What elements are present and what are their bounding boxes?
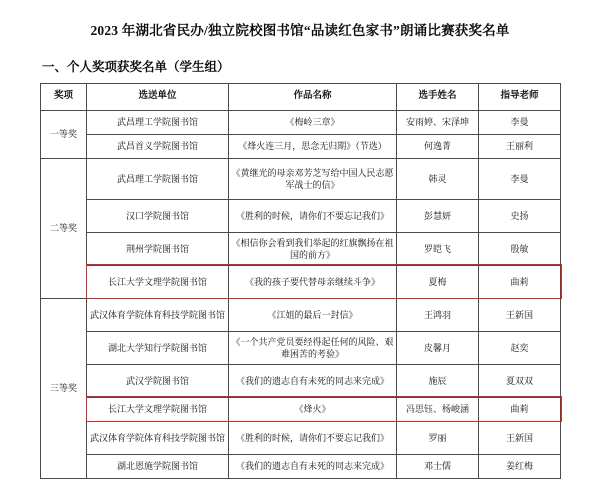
- participant-name-cell: 韩灵: [397, 158, 479, 199]
- work-title-cell: 《胜利的时候，请你们不要忘记我们》: [229, 421, 397, 454]
- award-table: [40, 83, 561, 479]
- teacher-name-cell: 曲莉: [479, 397, 561, 421]
- teacher-name-cell: 李曼: [479, 110, 561, 134]
- work-title-cell: 《我的孩子要代替母亲继续斗争》: [229, 265, 397, 298]
- participant-name-cell: 彭慧妍: [397, 199, 479, 232]
- table-row: [41, 110, 561, 134]
- participant-name-cell: 何逸菁: [397, 134, 479, 158]
- work-title-cell: 《胜利的时候，请你们不要忘记我们》: [229, 199, 397, 232]
- unit-cell: 长江大学文理学院图书馆: [87, 265, 229, 298]
- participant-name-cell: 夏梅: [397, 265, 479, 298]
- page-title: 2023 年湖北省民办/独立院校图书馆“品读红色家书”朗诵比赛获奖名单: [90, 23, 510, 38]
- teacher-name-cell: 姜红梅: [479, 454, 561, 478]
- teacher-name-cell: 王丽利: [479, 134, 561, 158]
- table-header: [41, 83, 561, 110]
- table-row: [41, 265, 561, 298]
- teacher-name-cell: 史扬: [479, 199, 561, 232]
- column-header-unit: 选送单位: [87, 83, 229, 110]
- table-row: [41, 134, 561, 158]
- unit-cell: 武昌理工学院图书馆: [87, 158, 229, 199]
- teacher-name-cell: 曲莉: [479, 265, 561, 298]
- table-row: [41, 232, 561, 265]
- document-page: [0, 22, 600, 481]
- unit-cell: 武汉体育学院体育科技学院图书馆: [87, 421, 229, 454]
- table-row: [41, 158, 561, 199]
- table-body: [41, 110, 561, 478]
- participant-name-cell: 罗丽: [397, 421, 479, 454]
- work-title-cell: 《相信你会看到我们举起的红旗飘扬在祖国的前方》: [229, 232, 397, 265]
- column-header-award: 奖项: [41, 83, 87, 110]
- participant-name-cell: 冯思钰、杨峻涵: [397, 397, 479, 421]
- work-title-cell: 《黄继光的母亲邓芳芝写给中国人民志愿军战士的信》: [229, 158, 397, 199]
- unit-cell: 武汉体育学院体育科技学院图书馆: [87, 298, 229, 331]
- column-header-name: 选手姓名: [397, 83, 479, 110]
- teacher-name-cell: 李曼: [479, 158, 561, 199]
- teacher-name-cell: 夏双双: [479, 364, 561, 397]
- unit-cell: 湖北恩施学院图书馆: [87, 454, 229, 478]
- work-title-cell: 《烽火连三月，思念无归期》（节选）: [229, 134, 397, 158]
- unit-cell: 汉口学院图书馆: [87, 199, 229, 232]
- participant-name-cell: 安雨婷、宋泽坤: [397, 110, 479, 134]
- teacher-name-cell: 王新国: [479, 298, 561, 331]
- work-title-cell: 《我们的遗志自有未死的同志来完成》: [229, 454, 397, 478]
- work-title-cell: 《一个共产党员要经得起任何的风险、艰难困苦的考验》: [229, 331, 397, 364]
- unit-cell: 湖北大学知行学院图书馆: [87, 331, 229, 364]
- participant-name-cell: 邓士儒: [397, 454, 479, 478]
- column-header-work: 作品名称: [229, 83, 397, 110]
- participant-name-cell: 罗皑飞: [397, 232, 479, 265]
- table-row: [41, 397, 561, 421]
- unit-cell: 武昌首义学院图书馆: [87, 134, 229, 158]
- teacher-name-cell: 赵奕: [479, 331, 561, 364]
- participant-name-cell: 施辰: [397, 364, 479, 397]
- unit-cell: 荆州学院图书馆: [87, 232, 229, 265]
- unit-cell: 武昌理工学院图书馆: [87, 110, 229, 134]
- participant-name-cell: 王鸿羽: [397, 298, 479, 331]
- table-row: [41, 454, 561, 478]
- work-title-cell: 《我们的遗志自有未死的同志来完成》: [229, 364, 397, 397]
- award-category-cell: 一等奖: [41, 110, 87, 158]
- table-row: [41, 331, 561, 364]
- unit-cell: 长江大学文理学院图书馆: [87, 397, 229, 421]
- table-row: [41, 298, 561, 331]
- participant-name-cell: 皮馨月: [397, 331, 479, 364]
- table-row: [41, 199, 561, 232]
- work-title-cell: 《梅岭三章》: [229, 110, 397, 134]
- teacher-name-cell: 王新国: [479, 421, 561, 454]
- unit-cell: 武汉学院图书馆: [87, 364, 229, 397]
- column-header-teacher: 指导老师: [479, 83, 561, 110]
- table-row: [41, 364, 561, 397]
- award-category-cell: 二等奖: [41, 158, 87, 298]
- award-category-cell: 三等奖: [41, 298, 87, 478]
- work-title-cell: 《江姐的最后一封信》: [229, 298, 397, 331]
- table-header-row: [41, 83, 561, 110]
- table-row: [41, 421, 561, 454]
- section-heading: 一、个人奖项获奖名单（学生组）: [42, 59, 230, 74]
- teacher-name-cell: 殷敏: [479, 232, 561, 265]
- work-title-cell: 《烽火》: [229, 397, 397, 421]
